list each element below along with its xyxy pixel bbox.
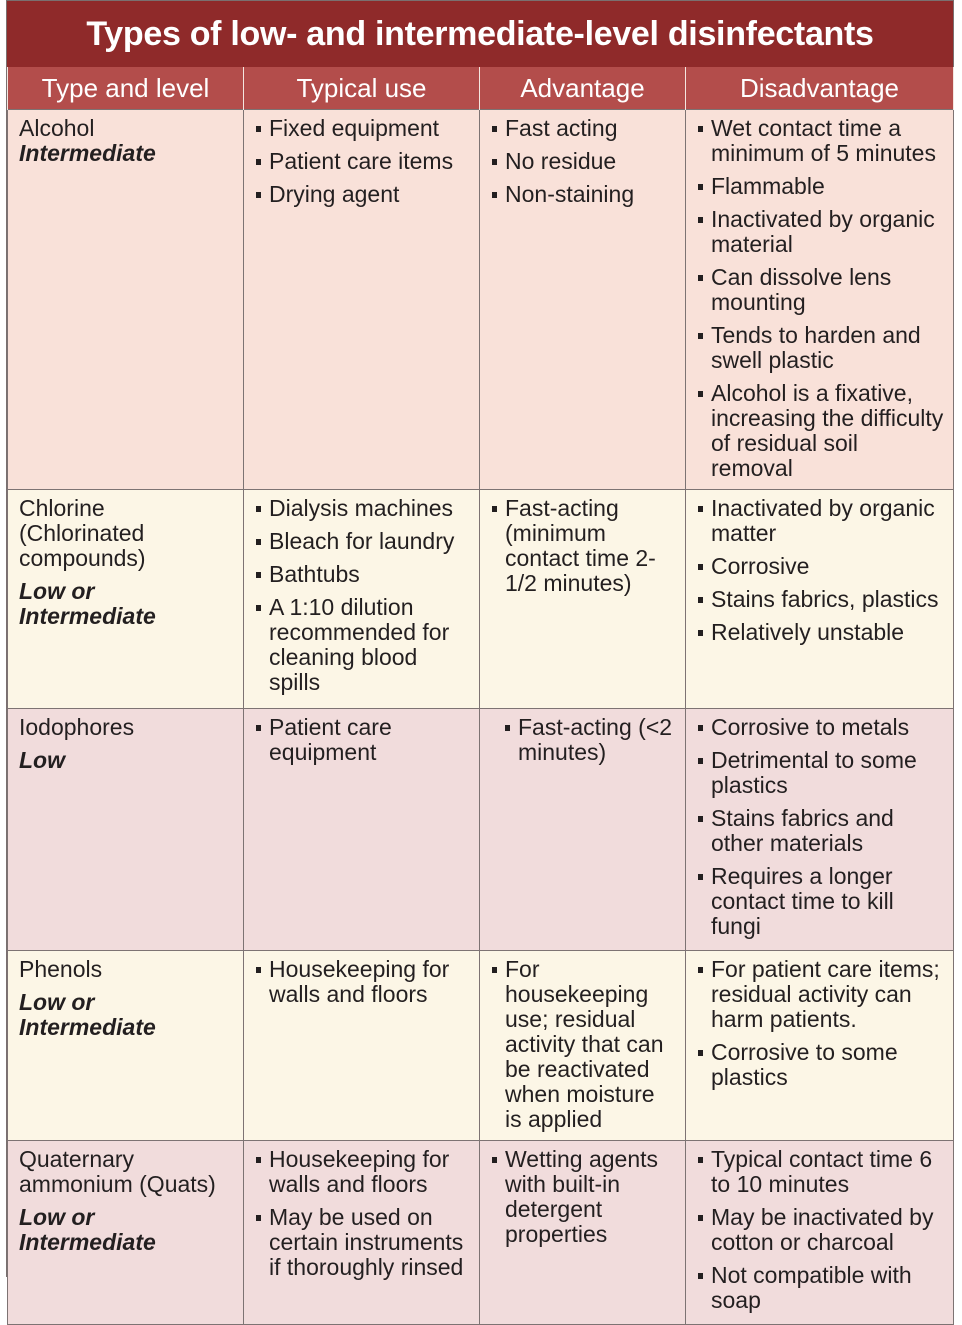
advantage-cell: [480, 1141, 686, 1325]
table-row: [8, 1141, 954, 1325]
disadvantage-item: Wet contact time a minimum of 5 minutes: [697, 116, 945, 166]
disadvantage-cell: [686, 110, 954, 490]
disadvantage-item: Relatively unstable: [697, 620, 945, 645]
advantage-item: No residue: [491, 149, 677, 174]
type-level: Low or Intermediate: [19, 578, 156, 629]
table-title: Types of low- and intermediate-level disinfectants: [7, 1, 953, 67]
disadvantage-item: Inactivated by organic material: [697, 207, 945, 257]
advantage-item: Fast-acting (<2 minutes): [504, 715, 677, 765]
table-row: [8, 951, 954, 1141]
disadvantage-item: Flammable: [697, 174, 945, 199]
advantage-item: Fast-acting (minimum contact time 2-1/2 minutes): [491, 496, 677, 596]
use-item: Bathtubs: [255, 562, 471, 587]
use-item: Housekeeping for walls and floors: [255, 957, 471, 1007]
type-name: Phenols: [19, 956, 103, 982]
type-level: Low: [19, 747, 65, 773]
type-cell: [8, 110, 244, 490]
use-item: May be used on certain instruments if thoroughly rinsed: [255, 1205, 471, 1280]
disadvantage-item: Can dissolve lens mounting: [697, 265, 945, 315]
disadvantage-item: Alcohol is a fixative, increasing the difficulty of residual soil removal: [697, 381, 945, 481]
use-cell: [244, 951, 480, 1141]
disadvantage-item: Stains fabrics, plastics: [697, 587, 945, 612]
type-name: Iodophores: [19, 714, 135, 740]
disadvantage-item: Requires a longer contact time to kill fungi: [697, 864, 945, 939]
use-cell: [244, 709, 480, 951]
disadvantage-item: Inactivated by organic matter: [697, 496, 945, 546]
header-typical-use: Typical use: [244, 67, 480, 110]
use-item: Housekeeping for walls and floors: [255, 1147, 471, 1197]
type-name: Quaternary ammonium (Quats): [19, 1146, 216, 1197]
type-cell: [8, 1141, 244, 1325]
use-item: Bleach for laundry: [255, 529, 471, 554]
disadvantage-item: Typical contact time 6 to 10 minutes: [697, 1147, 945, 1197]
use-item: Patient care equipment: [255, 715, 471, 765]
advantage-item: Fast acting: [491, 116, 677, 141]
disinfectant-table-panel: [6, 0, 954, 1313]
type-level: Low or Intermediate: [19, 989, 156, 1040]
use-cell: [244, 490, 480, 709]
type-name: Chlorine (Chlorinated compounds): [19, 495, 146, 571]
disinfectant-table: [7, 67, 954, 1325]
advantage-cell: [480, 709, 686, 951]
header-type-and-level: Type and level: [8, 67, 244, 110]
type-level: Low or Intermediate: [19, 1204, 156, 1255]
use-cell: [244, 110, 480, 490]
disadvantage-cell: [686, 951, 954, 1141]
disadvantage-item: Corrosive to some plastics: [697, 1040, 945, 1090]
use-item: Drying agent: [255, 182, 471, 207]
disadvantage-cell: [686, 1141, 954, 1325]
table-row: [8, 490, 954, 709]
advantage-item: Wetting agents with built-in detergent properties: [491, 1147, 677, 1247]
use-item: A 1:10 dilution recommended for cleaning blood spills: [255, 595, 471, 695]
disadvantage-cell: [686, 490, 954, 709]
type-cell: [8, 709, 244, 951]
advantage-cell: [480, 951, 686, 1141]
disadvantage-item: May be inactivated by cotton or charcoal: [697, 1205, 945, 1255]
header-row: [8, 67, 954, 110]
advantage-item: For housekeeping use; residual activity that can be reactivated when moisture is applied: [491, 957, 677, 1132]
type-name: Alcohol: [19, 115, 95, 141]
header-advantage: Advantage: [480, 67, 686, 110]
use-item: Dialysis machines: [255, 496, 471, 521]
disadvantage-cell: [686, 709, 954, 951]
use-cell: [244, 1141, 480, 1325]
disadvantage-item: Not compatible with soap: [697, 1263, 945, 1313]
advantage-item: Non-staining: [491, 182, 677, 207]
disadvantage-item: Tends to harden and swell plastic: [697, 323, 945, 373]
type-cell: [8, 951, 244, 1141]
disadvantage-item: For patient care items; residual activity can harm patients.: [697, 957, 945, 1032]
disadvantage-item: Corrosive: [697, 554, 945, 579]
type-level: Intermediate: [19, 140, 156, 166]
type-cell: [8, 490, 244, 709]
use-item: Fixed equipment: [255, 116, 471, 141]
use-item: Patient care items: [255, 149, 471, 174]
disadvantage-item: Corrosive to metals: [697, 715, 945, 740]
advantage-cell: [480, 110, 686, 490]
table-row: [8, 110, 954, 490]
advantage-cell: [480, 490, 686, 709]
header-disadvantage: Disadvantage: [686, 67, 954, 110]
table-row: [8, 709, 954, 951]
disadvantage-item: Detrimental to some plastics: [697, 748, 945, 798]
disadvantage-item: Stains fabrics and other materials: [697, 806, 945, 856]
